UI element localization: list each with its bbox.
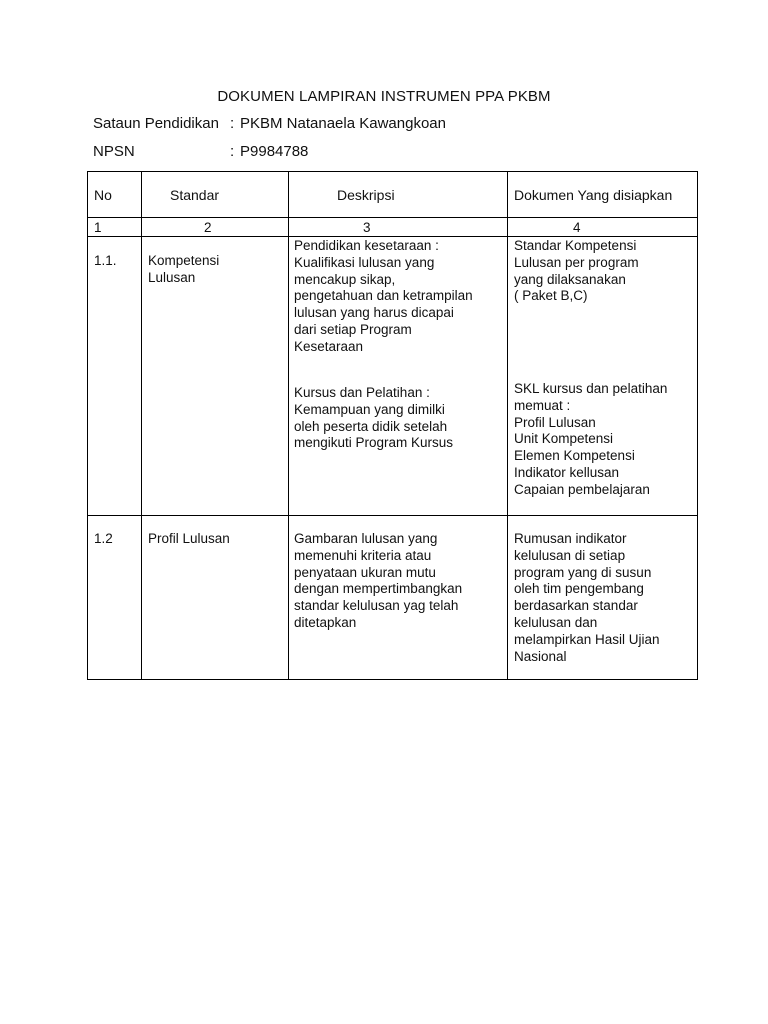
dokumen-cell: SKL kursus dan pelatihan memuat : Profil Lulusan Unit Kompetensi Elemen Kompetensi Indikator kellusan Capaian pembelajaran (514, 381, 668, 497)
npsn-value: P9984788 (240, 143, 309, 160)
satuan-pendidikan-row (93, 115, 446, 133)
column-divider (141, 172, 142, 679)
npsn-separator: : (230, 143, 235, 160)
header-dokumen: Dokumen Yang disiapkan (514, 187, 673, 203)
standards-table (87, 171, 698, 680)
npsn-label: NPSN (93, 143, 135, 160)
satuan-pendidikan-separator: : (230, 115, 235, 132)
dokumen-cell: Rumusan indikator kelulusan di setiap program yang di susun oleh tim pengembang berdasarkan standar kelulusan dan melampirkan Hasil Ujian Nasional (514, 531, 660, 664)
row-number: 1.2 (94, 531, 113, 546)
column-number: 1 (94, 220, 102, 235)
npsn-row (93, 143, 308, 161)
satuan-pendidikan-value: PKBM Natanaela Kawangkoan (240, 115, 446, 132)
dokumen-cell: Standar Kompetensi Lulusan per program yang dilaksanakan ( Paket B,C) (514, 238, 639, 304)
column-number: 3 (363, 220, 371, 235)
column-number: 2 (204, 220, 212, 235)
standar-cell: Profil Lulusan (148, 531, 230, 546)
satuan-pendidikan-label: Sataun Pendidikan (93, 115, 219, 132)
header-deskripsi: Deskripsi (337, 187, 395, 203)
number-row-divider (88, 236, 697, 237)
deskripsi-cell: Pendidikan kesetaraan : Kualifikasi lulusan yang mencakup sikap, pengetahuan dan ketrampilan lulusan yang harus dicapai dari setiap Program Kesetaraan (294, 238, 473, 354)
header-standar: Standar (170, 187, 220, 203)
deskripsi-cell: Gambaran lulusan yang memenuhi kriteria atau penyataan ukuran mutu dengan mempertimbangkan standar kelulusan yag telah ditetapkan (294, 531, 463, 630)
standar-cell: Kompetensi Lulusan (148, 253, 220, 285)
row-divider (88, 515, 697, 516)
column-number: 4 (573, 220, 581, 235)
row-number: 1.1. (94, 253, 117, 268)
column-divider (507, 172, 508, 679)
deskripsi-cell: Kursus dan Pelatihan : Kemampuan yang dimilki oleh peserta didik setelah mengikuti Program Kursus (294, 385, 454, 451)
page-title: DOKUMEN LAMPIRAN INSTRUMEN PPA PKBM (217, 88, 551, 105)
column-divider (288, 172, 289, 679)
header-no: No (94, 187, 112, 203)
header-divider (88, 217, 697, 218)
